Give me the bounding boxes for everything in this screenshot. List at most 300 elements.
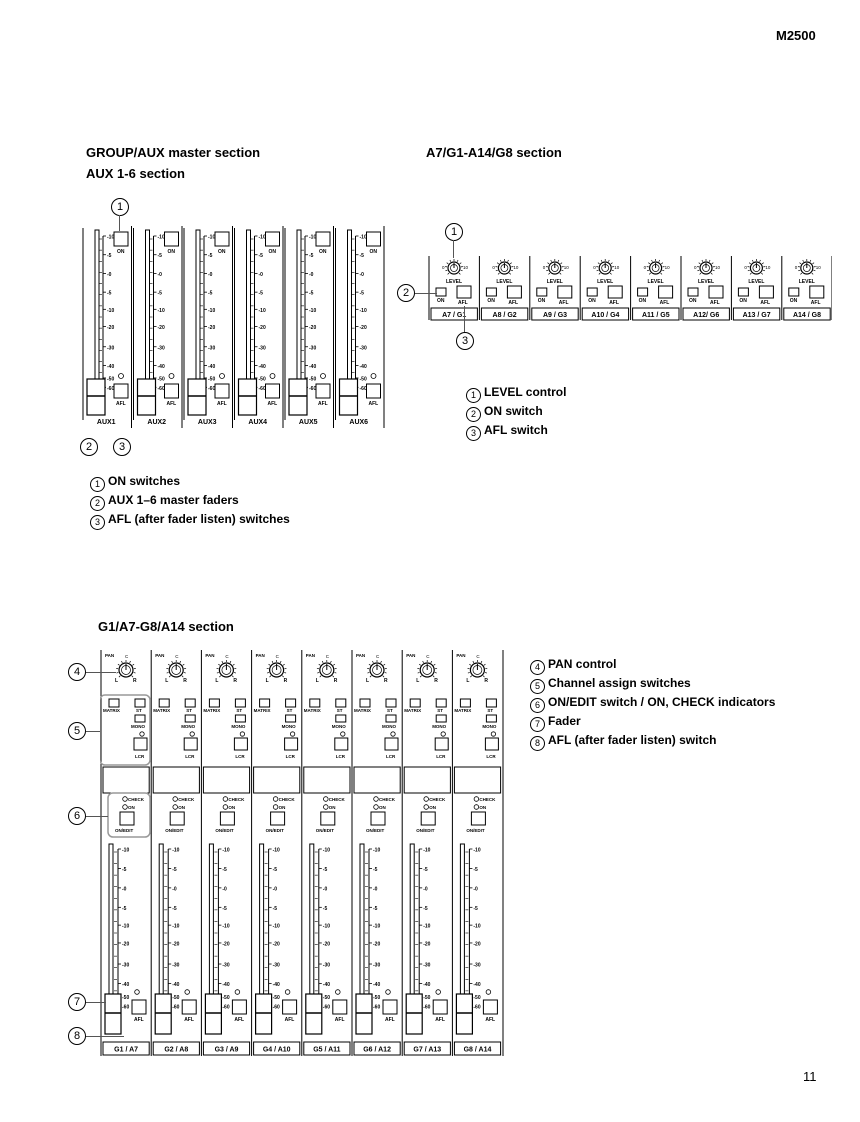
- pan-r-label: R: [183, 678, 187, 684]
- st-switch: [235, 699, 245, 707]
- g1-callout-5: 5: [68, 722, 86, 740]
- pan-c-label: C: [125, 654, 129, 659]
- fader-knob: [406, 994, 422, 1034]
- aux-callout-3: 3: [113, 438, 131, 456]
- check-led: [474, 797, 479, 802]
- a7-channel-label: A7 / G1: [442, 312, 467, 319]
- afl-switch: [132, 1000, 146, 1014]
- scale-label: -20: [157, 324, 165, 331]
- lcr-switch: [435, 738, 448, 750]
- scale-label: -60: [258, 385, 266, 392]
- scale-label: -10: [122, 847, 130, 854]
- on-label: ON: [437, 298, 445, 304]
- on-label: ON: [379, 805, 386, 810]
- on-switch: [638, 288, 648, 296]
- mono-label: MONO: [482, 724, 497, 729]
- pan-label: PAN: [255, 653, 265, 658]
- matrix-label: MATRIX: [153, 708, 171, 713]
- on-label: ON: [739, 298, 747, 304]
- scale-label: -20: [172, 941, 180, 948]
- matrix-switch: [360, 699, 370, 707]
- onedit-switch: [271, 812, 285, 825]
- mono-switch: [336, 715, 346, 722]
- onedit-label: ON/EDIT: [215, 828, 234, 833]
- scale-label: -50: [157, 376, 165, 383]
- scale-label: -40: [222, 981, 230, 988]
- pan-c-label: C: [275, 654, 279, 659]
- scale-label: -60: [107, 385, 115, 392]
- scale-label: -50: [172, 994, 180, 1001]
- matrix-switch: [310, 699, 320, 707]
- scale-label: -10: [359, 234, 367, 241]
- lcr-led: [290, 732, 294, 736]
- scale-label: -40: [272, 981, 280, 988]
- check-label: CHECK: [429, 797, 446, 802]
- on-switch: [486, 288, 496, 296]
- scale-label: -5: [157, 253, 162, 260]
- fader-knob: [456, 994, 472, 1034]
- a7-channel-label: A11 / G5: [641, 312, 670, 319]
- check-label: CHECK: [228, 797, 245, 802]
- level-label: LEVEL: [546, 279, 563, 285]
- afl-label: AFL: [508, 300, 519, 306]
- scale-label: -10: [423, 923, 431, 930]
- scale-label: -0: [359, 271, 364, 278]
- st-switch: [135, 699, 145, 707]
- scale-label: -60: [359, 385, 367, 392]
- check-label: CHECK: [278, 797, 295, 802]
- on-label: ON: [218, 249, 226, 255]
- scale-label: -50: [122, 994, 130, 1001]
- scale-label: -60: [157, 385, 165, 392]
- scale-label: -5: [122, 905, 127, 912]
- scale-label: -30: [258, 345, 266, 352]
- scale-label: -10: [258, 234, 266, 241]
- onedit-switch: [321, 812, 335, 825]
- pan-c-label: C: [225, 654, 229, 659]
- scribble-strip: [304, 767, 350, 793]
- afl-led: [321, 374, 326, 379]
- st-switch: [386, 699, 396, 707]
- g1-legend-item: 4 PAN control: [530, 656, 775, 675]
- afl-label: AFL: [810, 300, 821, 306]
- st-label: ST: [236, 708, 243, 713]
- scale-label: -30: [473, 962, 481, 969]
- pan-c-label: C: [325, 654, 330, 659]
- scale-label: -20: [258, 324, 266, 331]
- aux-legend-item: 3 AFL (after fader listen) switches: [90, 511, 290, 530]
- mono-label: MONO: [231, 724, 246, 729]
- afl-switch: [709, 286, 723, 298]
- scale-label: -5: [359, 290, 364, 297]
- matrix-switch: [260, 699, 270, 707]
- scale-label: -20: [373, 941, 381, 948]
- st-switch: [185, 699, 195, 707]
- afl-switch: [558, 286, 572, 298]
- knob-max-label: 10: [664, 265, 670, 270]
- afl-switch: [165, 384, 179, 398]
- lcr-label: LCR: [486, 754, 496, 759]
- afl-led: [235, 990, 240, 995]
- check-label: CHECK: [328, 797, 345, 802]
- g1-section-diagram: [100, 650, 504, 1058]
- scale-label: -20: [473, 941, 481, 948]
- a7-channel-label: A9 / G3: [542, 312, 568, 319]
- scale-label: -5: [359, 253, 364, 260]
- matrix-switch: [460, 699, 470, 707]
- afl-led: [270, 374, 275, 379]
- scale-label: -40: [359, 363, 367, 370]
- on-led: [173, 805, 178, 810]
- pan-l-label: L: [466, 678, 470, 684]
- scale-label: -10: [222, 847, 230, 854]
- scale-label: -10: [373, 923, 381, 930]
- afl-label: AFL: [710, 300, 720, 306]
- pan-l-label: L: [215, 678, 219, 684]
- scale-label: -60: [208, 385, 216, 392]
- scale-label: -40: [107, 363, 115, 370]
- pan-label: PAN: [105, 653, 115, 658]
- scribble-strip: [254, 767, 300, 793]
- scale-label: -30: [359, 345, 367, 352]
- afl-switch: [507, 286, 521, 298]
- st-label: ST: [487, 708, 494, 713]
- scribble-strip: [454, 767, 500, 793]
- scale-label: -20: [359, 324, 367, 331]
- fader-knob: [188, 379, 206, 415]
- scale-label: -30: [272, 962, 280, 969]
- fader-knob: [356, 994, 372, 1034]
- scale-label: -30: [172, 962, 180, 969]
- g1-channel-label: G6 / A12: [363, 1046, 391, 1054]
- scale-label: -10: [272, 923, 280, 930]
- on-led: [273, 805, 278, 810]
- a7-legend-item: 3 AFL switch: [466, 422, 566, 441]
- pan-label: PAN: [305, 653, 315, 658]
- afl-switch: [457, 286, 471, 298]
- knob-min-label: 0: [542, 265, 546, 270]
- lcr-label: LCR: [135, 754, 145, 759]
- onedit-label: ON/EDIT: [115, 828, 134, 833]
- scale-label: -5: [373, 905, 378, 912]
- pan-r-label: R: [333, 678, 338, 684]
- aux-channel-label: AUX3: [197, 419, 217, 426]
- scale-label: -5: [423, 905, 428, 912]
- lcr-switch: [234, 738, 247, 750]
- fader-knob: [87, 379, 105, 415]
- knob-min-label: 0: [442, 265, 445, 270]
- afl-switch: [433, 1000, 447, 1014]
- scale-label: -10: [222, 923, 230, 930]
- afl-led: [185, 990, 190, 995]
- afl-label: AFL: [284, 1017, 295, 1023]
- scale-label: -5: [208, 253, 213, 260]
- scale-label: -30: [309, 345, 317, 352]
- scale-label: -30: [423, 962, 431, 969]
- g1-legend-item: 5 Channel assign switches: [530, 675, 775, 694]
- afl-led: [135, 990, 140, 995]
- onedit-label: ON/EDIT: [165, 828, 184, 833]
- knob-min-label: 0: [593, 265, 596, 270]
- afl-label: AFL: [458, 300, 468, 306]
- afl-label: AFL: [334, 1017, 345, 1023]
- afl-label: AFL: [318, 401, 328, 407]
- onedit-switch: [371, 812, 385, 825]
- aux-legend-item: 2 AUX 1–6 master faders: [90, 492, 290, 511]
- g1-callout-6: 6: [68, 807, 86, 825]
- scale-label: -10: [322, 847, 331, 854]
- scale-label: -5: [309, 253, 314, 260]
- scale-label: -10: [309, 234, 317, 241]
- lcr-label: LCR: [235, 754, 245, 759]
- knob-max-label: 10: [614, 265, 620, 270]
- pan-l-label: L: [366, 678, 370, 684]
- a7-callout-1: 1: [445, 223, 463, 241]
- scale-label: -5: [272, 905, 278, 912]
- matrix-label: MATRIX: [354, 708, 371, 713]
- scale-label: -50: [373, 994, 381, 1001]
- on-led: [324, 805, 329, 810]
- on-switch: [316, 232, 330, 246]
- afl-switch: [182, 1000, 196, 1014]
- afl-switch: [367, 384, 381, 398]
- scribble-strip: [404, 767, 450, 793]
- scale-label: -5: [473, 866, 478, 873]
- st-label: ST: [286, 708, 293, 713]
- scale-label: -10: [373, 847, 381, 854]
- scale-label: -50: [258, 376, 266, 383]
- afl-led: [386, 990, 391, 995]
- matrix-switch: [410, 699, 420, 707]
- mono-label: MONO: [131, 724, 145, 729]
- check-label: CHECK: [128, 797, 145, 802]
- a7-section-title: A7/G1-A14/G8 section: [426, 145, 562, 160]
- fader-knob: [306, 994, 322, 1034]
- afl-led: [285, 990, 290, 995]
- scale-label: -30: [208, 345, 216, 352]
- lcr-led: [140, 732, 144, 736]
- level-label: LEVEL: [748, 279, 765, 285]
- st-switch: [286, 699, 296, 707]
- on-label: ON: [178, 805, 185, 810]
- scale-label: -60: [373, 1004, 381, 1011]
- afl-led: [371, 374, 376, 379]
- scale-label: -10: [309, 307, 317, 314]
- aux-master-diagram: [78, 224, 394, 434]
- matrix-label: MATRIX: [454, 708, 472, 713]
- fader-knob: [289, 379, 307, 415]
- scale-label: -50: [473, 994, 481, 1001]
- scale-label: -10: [208, 307, 216, 314]
- check-led: [223, 797, 228, 802]
- scale-label: -0: [373, 886, 378, 893]
- knob-max-label: 10: [715, 265, 721, 270]
- mono-switch: [235, 715, 245, 722]
- scale-label: -5: [272, 866, 278, 873]
- scribble-strip: [203, 767, 249, 793]
- matrix-label: MATRIX: [404, 708, 422, 713]
- scale-label: -5: [172, 905, 177, 912]
- scale-label: -50: [222, 994, 230, 1001]
- afl-label: AFL: [234, 1017, 245, 1023]
- afl-switch: [333, 1000, 347, 1014]
- scale-label: -10: [122, 923, 130, 930]
- aux-section-title: GROUP/AUX master section: [86, 145, 261, 160]
- afl-switch: [266, 384, 280, 398]
- level-label: LEVEL: [597, 279, 614, 285]
- scale-label: -0: [208, 271, 213, 278]
- scale-label: -60: [222, 1004, 230, 1011]
- a7-section-diagram: [428, 254, 832, 324]
- scale-label: -5: [309, 290, 314, 297]
- g1-legend-item: 6 ON/EDIT switch / ON, CHECK indicators: [530, 694, 775, 713]
- afl-label: AFL: [217, 401, 227, 407]
- lcr-label: LCR: [335, 754, 346, 759]
- scale-label: -5: [107, 290, 112, 297]
- on-switch: [587, 288, 597, 296]
- scale-label: -20: [122, 941, 130, 948]
- afl-label: AFL: [166, 401, 177, 407]
- scale-label: -50: [322, 994, 331, 1001]
- on-label: ON: [369, 249, 377, 255]
- onedit-label: ON/EDIT: [466, 828, 485, 833]
- a7-channel-label: A8 / G2: [492, 312, 517, 319]
- pan-c-label: C: [376, 654, 380, 659]
- pan-l-label: L: [165, 678, 169, 684]
- pan-r-label: R: [384, 678, 388, 684]
- pan-label: PAN: [406, 653, 416, 658]
- aux-section-subtitle: AUX 1-6 section: [86, 166, 185, 181]
- lcr-label: LCR: [285, 754, 295, 759]
- g1-channel-label: G7 / A13: [413, 1046, 442, 1054]
- aux-channel-label: AUX2: [147, 419, 167, 426]
- scale-label: -10: [157, 234, 165, 241]
- scale-label: -30: [157, 345, 165, 352]
- a7-channel-label: A12/ G6: [693, 312, 720, 319]
- scale-label: -50: [208, 376, 216, 383]
- scale-label: -5: [322, 905, 328, 912]
- level-label: LEVEL: [445, 279, 463, 285]
- scale-label: -0: [322, 886, 328, 893]
- scale-label: -0: [473, 886, 478, 893]
- scale-label: -40: [322, 981, 331, 988]
- afl-led: [220, 374, 225, 379]
- afl-switch: [316, 384, 330, 398]
- level-label: LEVEL: [496, 279, 513, 285]
- scale-label: -20: [107, 324, 115, 331]
- on-switch: [688, 288, 698, 296]
- scale-label: -5: [208, 290, 213, 297]
- matrix-label: MATRIX: [253, 708, 271, 713]
- afl-switch: [114, 384, 128, 398]
- check-led: [324, 797, 329, 802]
- check-led: [173, 797, 178, 802]
- g1-channel-label: G8 / A14: [463, 1046, 492, 1054]
- aux-channel-label: AUX5: [298, 419, 318, 426]
- on-label: ON: [479, 805, 487, 810]
- pan-l-label: L: [115, 678, 119, 684]
- pan-label: PAN: [356, 653, 366, 658]
- a7-callout-3: 3: [456, 332, 474, 350]
- on-label: ON: [588, 298, 596, 304]
- scale-label: -0: [157, 271, 162, 278]
- lcr-switch: [335, 738, 348, 750]
- on-label: ON: [328, 805, 336, 810]
- a7-channel-label: A14 / G8: [792, 312, 822, 319]
- st-label: ST: [437, 708, 443, 713]
- mono-switch: [135, 715, 145, 722]
- scale-label: -50: [359, 376, 367, 383]
- knob-max-label: 10: [563, 265, 569, 270]
- on-switch: [266, 232, 280, 246]
- scale-label: -5: [222, 905, 227, 912]
- knob-min-label: 0: [794, 265, 798, 270]
- fader-knob: [340, 379, 358, 415]
- scale-label: -40: [157, 363, 165, 370]
- lcr-led: [491, 732, 495, 736]
- lcr-switch: [184, 738, 197, 750]
- afl-label: AFL: [184, 1017, 194, 1023]
- g1-callout-4: 4: [68, 663, 86, 681]
- lcr-switch: [285, 738, 298, 750]
- a7-legend: [466, 384, 566, 441]
- g1-callout-7: 7: [68, 993, 86, 1011]
- scale-label: -50: [423, 994, 431, 1001]
- st-switch: [486, 699, 496, 707]
- afl-label: AFL: [267, 401, 278, 407]
- aux-channel-label: AUX6: [349, 419, 369, 426]
- scale-label: -50: [107, 376, 115, 383]
- scale-label: -10: [107, 234, 115, 241]
- scale-label: -10: [208, 234, 216, 241]
- a7-callout-2: 2: [397, 284, 415, 302]
- onedit-label: ON/EDIT: [315, 828, 335, 833]
- scale-label: -30: [373, 962, 381, 969]
- fader-knob: [105, 994, 121, 1034]
- scale-label: -30: [222, 962, 230, 969]
- afl-label: AFL: [134, 1017, 144, 1023]
- aux-channel-label: AUX4: [248, 419, 268, 426]
- scale-label: -5: [473, 905, 478, 912]
- fader-knob: [138, 379, 156, 415]
- knob-max-label: 10: [815, 265, 821, 270]
- afl-label: AFL: [558, 300, 569, 306]
- on-switch: [165, 232, 179, 246]
- pan-l-label: L: [265, 678, 269, 684]
- check-led: [273, 797, 278, 802]
- afl-led: [169, 374, 174, 379]
- mono-switch: [386, 715, 396, 722]
- pan-l-label: L: [416, 678, 420, 684]
- pan-c-label: C: [175, 654, 179, 659]
- aux-callout-1: 1: [111, 198, 129, 216]
- onedit-label: ON/EDIT: [265, 828, 284, 833]
- g1-channel-label: G5 / A11: [313, 1046, 341, 1054]
- scale-label: -5: [258, 253, 263, 260]
- pan-r-label: R: [434, 678, 438, 684]
- mono-switch: [436, 715, 446, 722]
- scale-label: -60: [172, 1004, 180, 1011]
- scale-label: -60: [423, 1004, 431, 1011]
- on-label: ON: [268, 249, 276, 255]
- a7-channel-label: A10 / G4: [591, 312, 620, 319]
- afl-switch: [759, 286, 773, 298]
- scale-label: -20: [423, 941, 431, 948]
- lcr-led: [391, 732, 395, 736]
- g1-legend: [530, 656, 775, 751]
- afl-led: [436, 990, 441, 995]
- scale-label: -5: [322, 866, 328, 873]
